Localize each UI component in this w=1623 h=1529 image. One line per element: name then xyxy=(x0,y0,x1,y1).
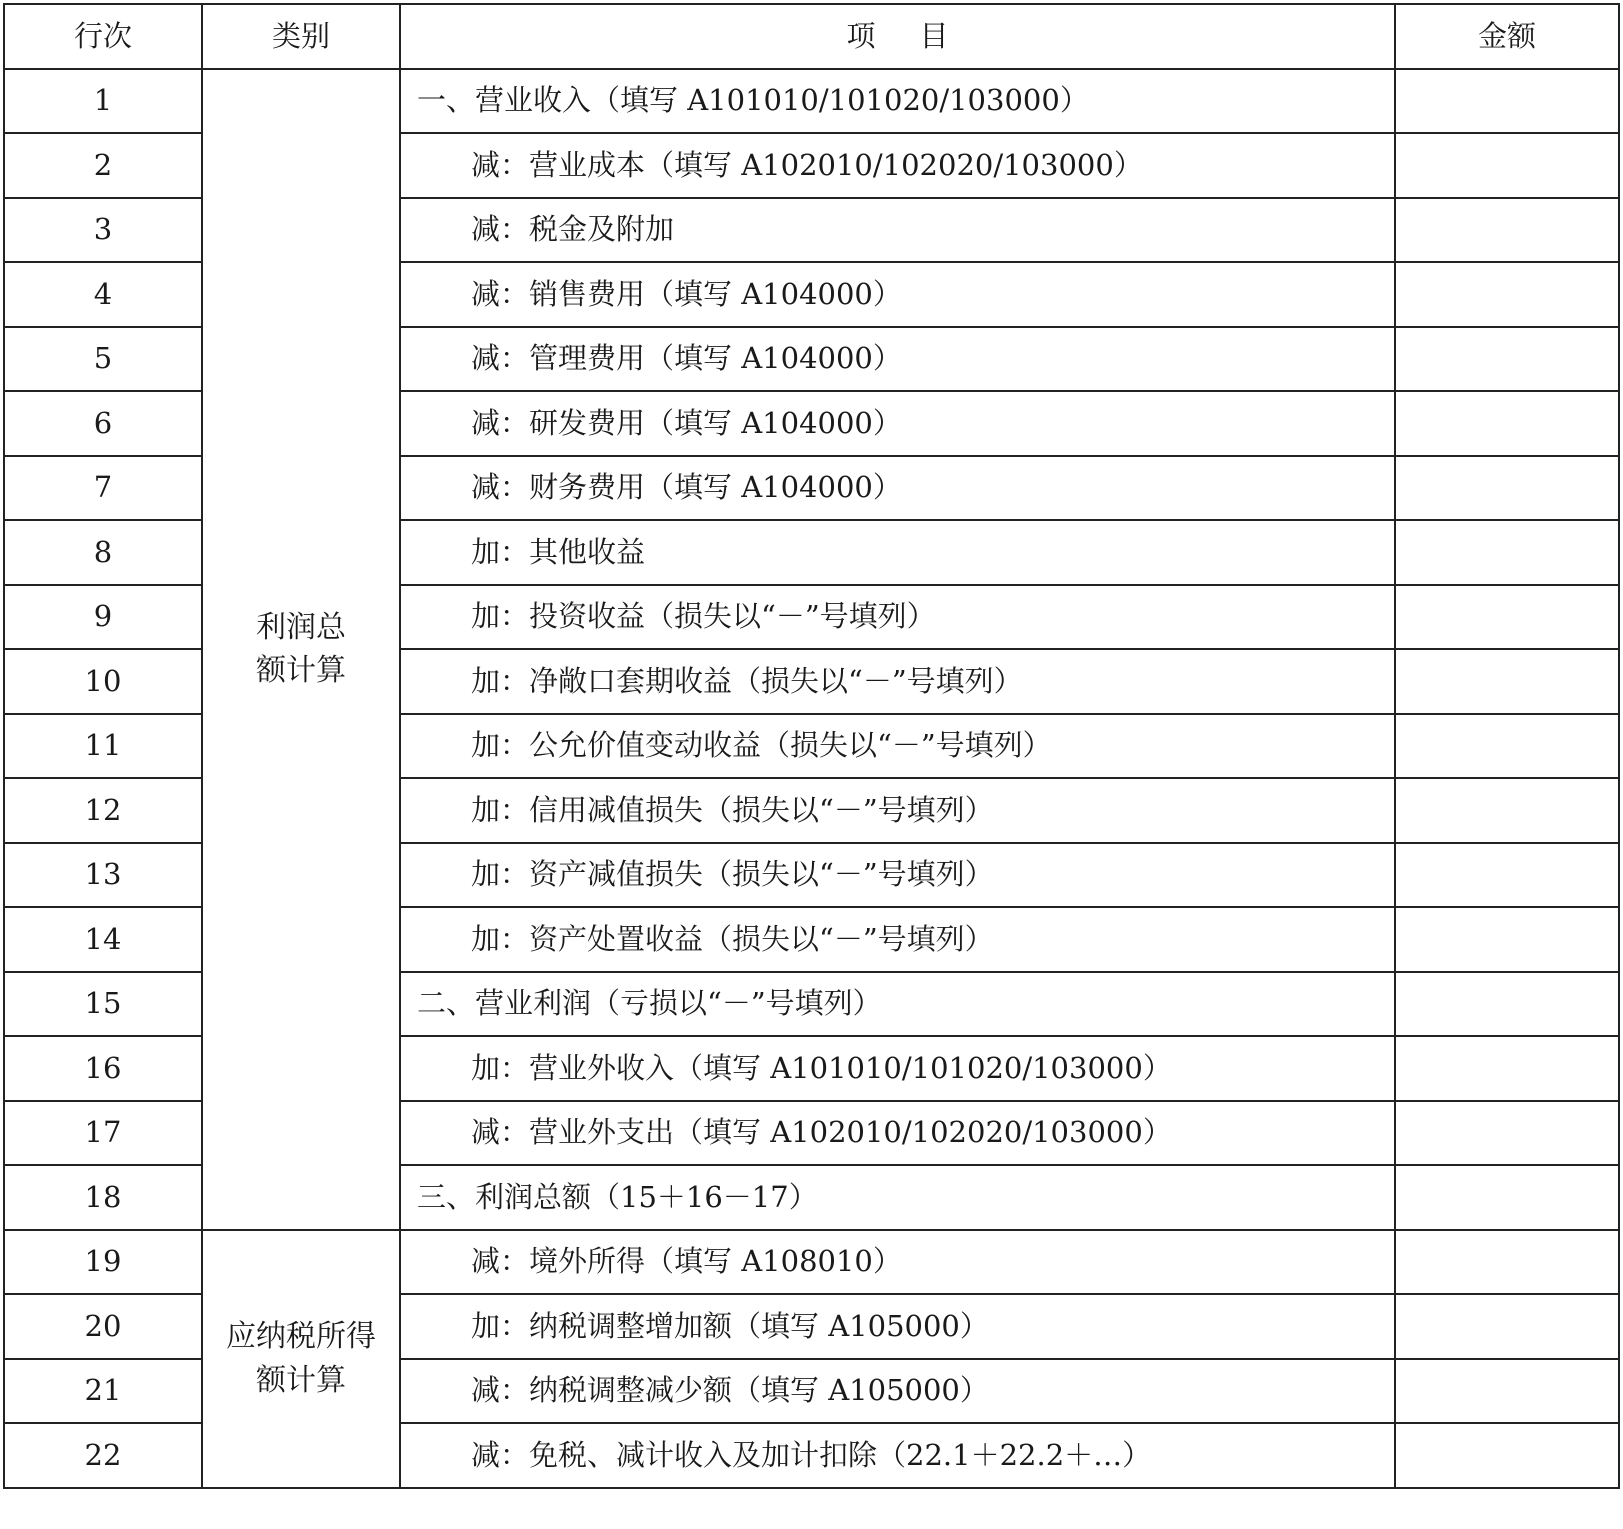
header-amount: 金额 xyxy=(1395,4,1619,69)
row-amount-cell[interactable] xyxy=(1395,1165,1619,1230)
row-amount-cell[interactable] xyxy=(1395,1230,1619,1295)
row-item: 加：净敞口套期收益（损失以“－”号填列） xyxy=(400,649,1395,714)
row-amount-cell[interactable] xyxy=(1395,520,1619,585)
header-item-char-2: 目 xyxy=(919,18,949,53)
row-number: 12 xyxy=(4,778,202,843)
row-number: 15 xyxy=(4,972,202,1037)
row-amount-cell[interactable] xyxy=(1395,843,1619,908)
category-label-line: 额计算 xyxy=(256,653,346,688)
tax-form-sheet xyxy=(3,3,1620,1489)
category-label-line: 额计算 xyxy=(256,1362,346,1398)
row-amount-cell[interactable] xyxy=(1395,972,1619,1037)
row-amount-cell[interactable] xyxy=(1395,778,1619,843)
row-number: 14 xyxy=(4,907,202,972)
row-amount-cell[interactable] xyxy=(1395,585,1619,650)
row-item: 加：其他收益 xyxy=(400,520,1395,585)
category-label-line: 利润总 xyxy=(256,609,346,645)
row-number: 6 xyxy=(4,391,202,456)
category-taxable-income xyxy=(202,1230,400,1488)
row-number: 21 xyxy=(4,1359,202,1424)
row-number: 3 xyxy=(4,198,202,263)
header-row-no: 行次 xyxy=(4,4,202,69)
row-number: 13 xyxy=(4,843,202,908)
row-item: 加：公允价值变动收益（损失以“－”号填列） xyxy=(400,714,1395,779)
row-item: 加：投资收益（损失以“－”号填列） xyxy=(400,585,1395,650)
row-item: 减：管理费用（填写 A104000） xyxy=(400,327,1395,392)
row-item: 减：营业成本（填写 A102010/102020/103000） xyxy=(400,133,1395,198)
row-amount-cell[interactable] xyxy=(1395,649,1619,714)
row-number: 19 xyxy=(4,1230,202,1295)
row-amount-cell[interactable] xyxy=(1395,1423,1619,1488)
row-item: 加：资产减值损失（损失以“－”号填列） xyxy=(400,843,1395,908)
table-row xyxy=(4,1230,1619,1295)
row-amount-cell[interactable] xyxy=(1395,907,1619,972)
row-amount-cell[interactable] xyxy=(1395,714,1619,779)
row-item: 减：境外所得（填写 A108010） xyxy=(400,1230,1395,1295)
row-item: 加：信用减值损失（损失以“－”号填列） xyxy=(400,778,1395,843)
row-number: 20 xyxy=(4,1294,202,1359)
row-item: 三、利润总额（15＋16－17） xyxy=(400,1165,1395,1230)
row-number: 4 xyxy=(4,262,202,327)
row-amount-cell[interactable] xyxy=(1395,1294,1619,1359)
row-amount-cell[interactable] xyxy=(1395,198,1619,263)
row-item: 减：财务费用（填写 A104000） xyxy=(400,456,1395,521)
row-amount-cell[interactable] xyxy=(1395,262,1619,327)
row-item: 减：研发费用（填写 A104000） xyxy=(400,391,1395,456)
row-number: 17 xyxy=(4,1101,202,1166)
row-number: 22 xyxy=(4,1423,202,1488)
row-item: 加：资产处置收益（损失以“－”号填列） xyxy=(400,907,1395,972)
row-number: 7 xyxy=(4,456,202,521)
category-label-line: 应纳税所得 xyxy=(226,1319,376,1354)
header-item-char-1: 项 xyxy=(846,18,876,53)
row-amount-cell[interactable] xyxy=(1395,327,1619,392)
row-item: 加：纳税调整增加额（填写 A105000） xyxy=(400,1294,1395,1359)
row-amount-cell[interactable] xyxy=(1395,1359,1619,1424)
row-item: 减：免税、减计收入及加计扣除（22.1＋22.2＋…） xyxy=(400,1423,1395,1488)
header-category: 类别 xyxy=(202,4,400,69)
row-item: 减：纳税调整减少额（填写 A105000） xyxy=(400,1359,1395,1424)
row-item: 加：营业外收入（填写 A101010/101020/103000） xyxy=(400,1036,1395,1101)
row-amount-cell[interactable] xyxy=(1395,391,1619,456)
row-item: 减：税金及附加 xyxy=(400,198,1395,263)
category-profit-total xyxy=(202,69,400,1230)
row-item: 一、营业收入（填写 A101010/101020/103000） xyxy=(400,69,1395,134)
row-item: 二、营业利润（亏损以“－”号填列） xyxy=(400,972,1395,1037)
row-number: 2 xyxy=(4,133,202,198)
row-number: 11 xyxy=(4,714,202,779)
row-item: 减：营业外支出（填写 A102010/102020/103000） xyxy=(400,1101,1395,1166)
row-amount-cell[interactable] xyxy=(1395,133,1619,198)
header-row xyxy=(4,4,1619,69)
table-row xyxy=(4,69,1619,134)
row-number: 18 xyxy=(4,1165,202,1230)
row-number: 9 xyxy=(4,585,202,650)
row-number: 5 xyxy=(4,327,202,392)
row-number: 1 xyxy=(4,69,202,134)
row-number: 16 xyxy=(4,1036,202,1101)
row-amount-cell[interactable] xyxy=(1395,1036,1619,1101)
row-number: 10 xyxy=(4,649,202,714)
row-amount-cell[interactable] xyxy=(1395,1101,1619,1166)
row-item: 减：销售费用（填写 A104000） xyxy=(400,262,1395,327)
row-amount-cell[interactable] xyxy=(1395,456,1619,521)
row-amount-cell[interactable] xyxy=(1395,69,1619,134)
header-item xyxy=(400,4,1395,69)
income-tax-calculation-table xyxy=(3,3,1620,1489)
row-number: 8 xyxy=(4,520,202,585)
